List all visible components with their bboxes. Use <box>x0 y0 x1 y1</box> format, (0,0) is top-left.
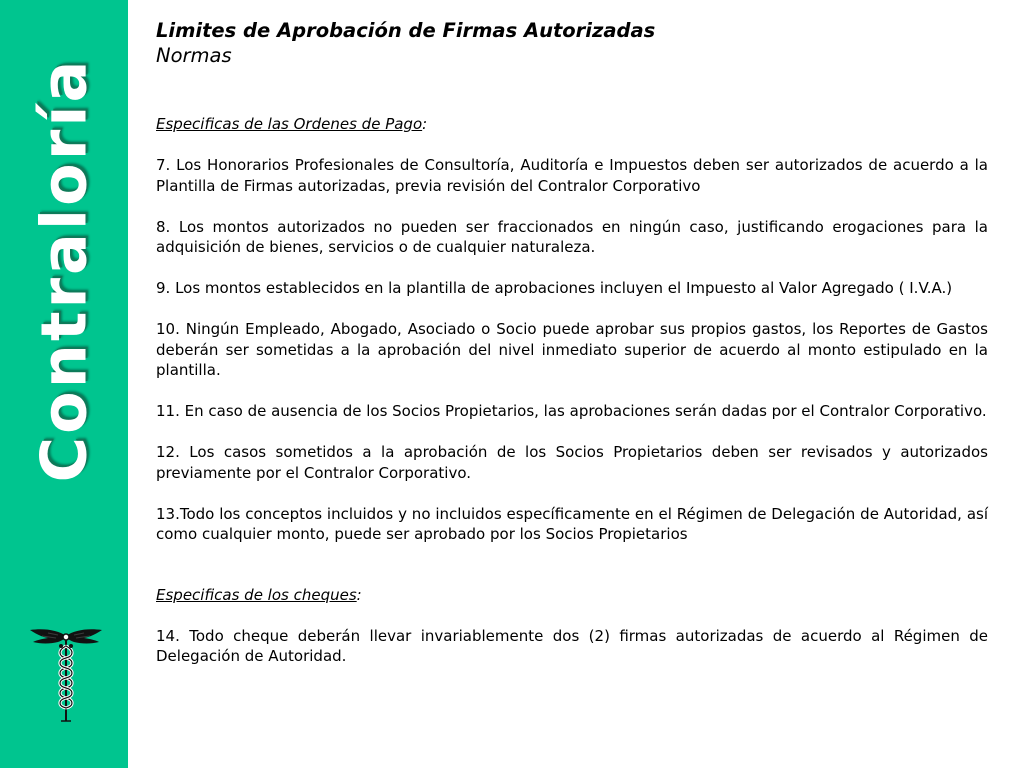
section-heading-text: Especificas de los cheques <box>156 585 357 604</box>
section-heading-cheques <box>156 585 988 606</box>
norm-item-9: 9. Los montos establecidos en la plantilla de aprobaciones incluyen el Impuesto al Valor Agregado ( I.V.A.) <box>156 279 953 297</box>
sidebar <box>0 0 128 768</box>
section-heading-colon: : <box>356 585 362 604</box>
sidebar-title: Contraloría <box>27 57 101 483</box>
norm-item-8: 8. Los montos autorizados no pueden ser fraccionados en ningún caso, justificando erogaciones para la adquisición de bienes, servicios o de cualquier naturaleza. <box>156 217 988 256</box>
section-heading-text: Especificas de las Ordenes de Pago <box>156 115 423 133</box>
page-title: Limites de Aprobación de Firmas Autorizadas <box>156 19 656 42</box>
norm-item-14: 14. Todo cheque deberán llevar invariablemente dos (2) firmas autorizadas de acuerdo al Régimen de Delegación de Autoridad. <box>156 626 988 665</box>
section-heading-colon: : <box>422 115 428 133</box>
norm-item-7: 7. Los Honorarios Profesionales de Consultoría, Auditoría e Impuestos deben ser autorizados de acuerdo a la Plantilla de Firmas autorizadas, previa revisión del Contralor Corporativo <box>156 156 988 195</box>
document-content <box>156 18 988 667</box>
norm-item-10: 10. Ningún Empleado, Abogado, Asociado o Socio puede aprobar sus propios gastos, los Reportes de Gastos deberán ser sometidas a la aprobación del nivel inmediato superior de acuerdo al monto estipulado en la plantilla. <box>156 320 988 379</box>
norm-item-13: 13.Todo los conceptos incluidos y no incluidos específicamente en el Régimen de Delegación de Autoridad, así como cualquier monto, puede ser aprobado por los Socios Propietarios <box>156 504 988 543</box>
section-heading-ordenes-de-pago <box>156 114 988 135</box>
norm-item-11: 11. En caso de ausencia de los Socios Propietarios, las aprobaciones serán dadas por el Contralor Corporativo. <box>156 402 987 420</box>
caduceus-icon <box>28 624 104 724</box>
page-subtitle: Normas <box>156 44 232 67</box>
norm-item-12: 12. Los casos sometidos a la aprobación de los Socios Propietarios deben ser revisados y autorizados previamente por el Contralor Corporativo. <box>156 443 988 482</box>
